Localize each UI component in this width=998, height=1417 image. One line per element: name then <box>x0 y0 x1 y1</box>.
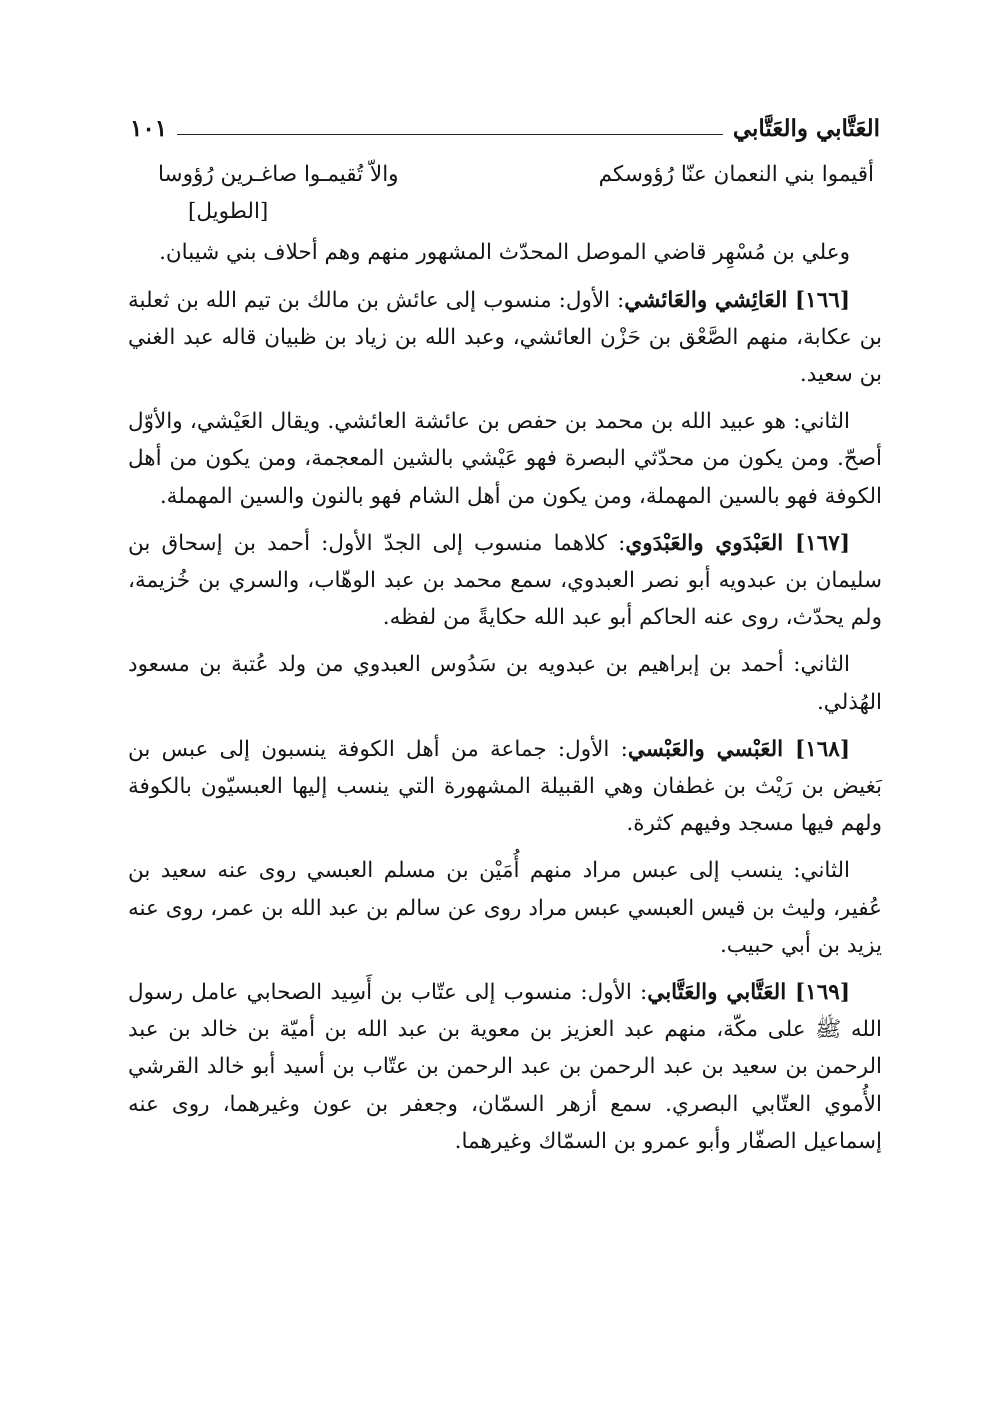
entry-168-heading: [١٦٨] العَبْسي والعَبْسي <box>627 736 851 762</box>
entry-169-text: : الأول: منسوب إلى عتّاب بن أَسِيد الصحابي عامل رسول الله ﷺ على مكّة، منهم عبد العزيز بن معوية بن عبد الله بن أميّة بن خالد بن عبد الرحمن بن سعيد بن عبد الرحمن بن عبد الرحمن بن عتّاب بن أسيد أبو خالد القرشي الأُموي العتّابي البصري. سمع أزهر السمّان، وجعفر بن عون وغيرهما، روى عنه إسماعيل الصفّار وأبو عمرو بن السمّاك وغيرهما. <box>128 980 882 1154</box>
verse-first-hemistich: أقيموا بني النعمان عنّا رُؤوسكم <box>598 162 874 187</box>
entry-166-second: الثاني: هو عبيد الله بن محمد بن حفص بن عائشة العائشي. ويقال العَيْشي، والأوّل أصحّ. ومن يكون من محدّثي البصرة فهو عَيْشي بالشين المعجمة، ومن يكون من أهل الكوفة فهو بالسين المهملة، ومن يكون من أهل الشام فهو بالنون والسين المهملة. <box>128 409 882 509</box>
entry-169-heading: [١٦٩] العَتَّابي والعَتَّابي <box>647 980 851 1006</box>
entry-166 <box>128 282 882 394</box>
entry-168-text: : الأول: جماعة من أهل الكوفة ينسبون إلى عبس بن بَغيض بن رَيْث بن غطفان وهي القبيلة المشهورة التي ينسب إليها العبسيّون بالكوفة ولهم فيها مسجد وفيهم كثرة. <box>128 736 882 837</box>
entry-167-text: : كلاهما منسوب إلى الجدّ الأول: أحمد بن إسحاق بن سليمان بن عبدويه أبو نصر العبدوي، سمع محمد بن عبد الوهّاب، والسري بن خُزيمة، ولم يحدّث، روى عنه الحاكم أبو عبد الله حكايةً من لفظه. <box>128 530 882 631</box>
header-title: العَتَّابي والعَتَّابي <box>732 114 880 142</box>
entry-167 <box>128 525 882 637</box>
verse-second-hemistich: والاّ تُقيمـوا صاغـرين رُؤوسا <box>158 162 399 187</box>
running-header <box>130 108 880 148</box>
page-number: ١٠١ <box>130 114 168 142</box>
entry-168-second: الثاني: ينسب إلى عبس مراد منهم أُمَيْن بن مسلم العبسي روى عنه سعيد بن عُفير، وليث بن قيس العبسي عبس مراد روى عن سالم بن عبد الله بن عمر، روى عنه يزيد بن أبي حبيب. <box>128 858 882 958</box>
entry-169 <box>128 974 882 1160</box>
verse-meter: [الطويل] <box>188 199 269 225</box>
header-rule <box>177 134 723 135</box>
entry-168 <box>128 731 882 843</box>
entry-167-heading: [١٦٧] العَبْدَوي والعَبْدَوي <box>625 530 850 556</box>
paragraph-shayban: وعلي بن مُسْهِر قاضي الموصل المحدّث المشهور منهم وهم أحلاف بني شيبان. <box>159 240 850 266</box>
poetry-verse <box>158 156 882 193</box>
entry-166-text: : الأول: منسوب إلى عائش بن مالك بن تيم الله بن ثعلبة بن عكابة، منهم الصَّعْق بن حَزْن العائشي، وعبد الله بن زياد بن ظبيان قاله عبد الغني بن سعيد. <box>128 287 882 388</box>
entry-166-heading: [١٦٦] العَائِشي والعَائشي <box>624 287 850 313</box>
entry-167-second: الثاني: أحمد بن إبراهيم بن عبدويه بن سَدُوس العبدوي من ولد عُتبة بن مسعود الهُذلي. <box>128 652 882 715</box>
page-body <box>128 156 882 1170</box>
